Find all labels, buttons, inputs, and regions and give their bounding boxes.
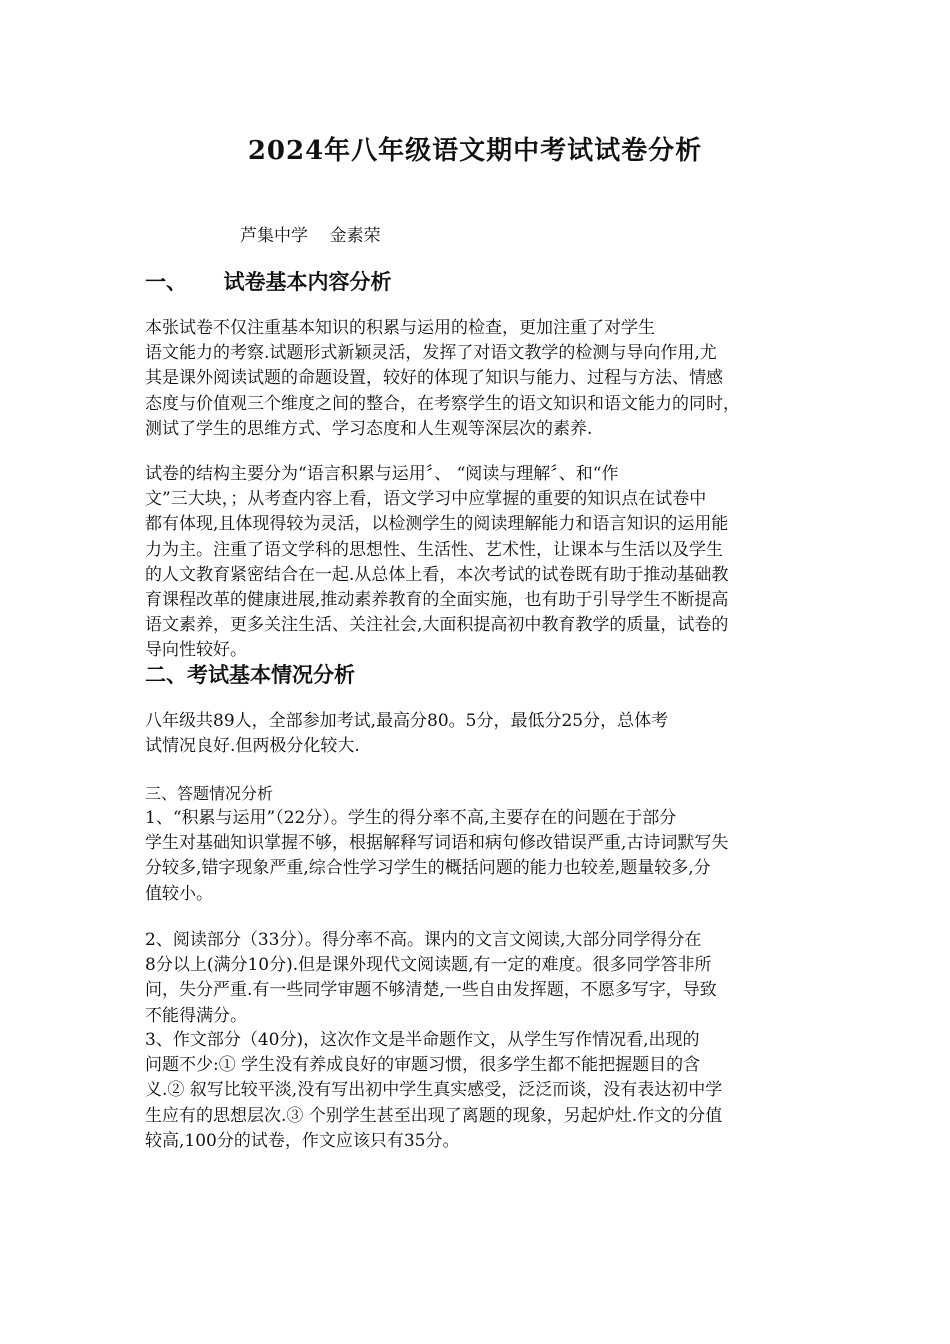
text-line: 力为主。注重了语文学科的思想性、生活性、艺术性，让课本与生活以及学生: [145, 539, 723, 560]
text-line: 导向性较好。: [145, 640, 247, 661]
text-line: 值较小。: [145, 883, 213, 904]
text-line: 问，失分严重.有一些同学审题不够清楚,一些自由发挥题，不愿多写字，导致: [145, 980, 717, 1001]
text-line: 试情况良好.但两极分化较大.: [145, 736, 360, 757]
section-3-item-1: [145, 806, 809, 907]
section-3-heading: 三、答题情况分析: [145, 784, 274, 803]
text-line: 不能得满分。: [145, 1005, 247, 1026]
text-line: 8分以上(满分10分).但是课外现代文阅读题,有一定的难度。很多同学答非所: [145, 955, 712, 976]
section-3-item-3: [145, 1028, 809, 1154]
text-line: 语文能力的考察.试题形式新颖灵活，发挥了对语文教学的检测与导向作用,尤: [145, 343, 717, 364]
text-line: 试卷的结构主要分为“语言积累与运用〞、 “阅读与理解〞、和“作: [145, 464, 619, 484]
text-line: 测试了学生的思维方式、学习态度和人生观等深层次的素养.: [145, 418, 593, 439]
text-line: 问题不少:① 学生没有养成良好的审题习惯，很多学生都不能把握题目的含: [145, 1055, 701, 1076]
section-1-paragraph-1: [145, 316, 809, 442]
section-1-heading: 一、 试卷基本内容分析: [145, 269, 392, 294]
text-line: 态度与价值观三个维度之间的整合，在考察学生的语文知识和语文能力的同时，: [145, 393, 740, 414]
section-2-paragraph: [145, 709, 809, 759]
text-line: 八年级共89人，全部参加考试,最高分80。5分，最低分25分，总体考: [145, 711, 669, 731]
text-line: 分较多,错字现象严重,综合性学习学生的概括问题的能力也较差,题量较多,分: [145, 858, 711, 879]
author-line: 芦集中学 金素荣: [240, 226, 381, 246]
text-line: 学生对基础知识掌握不够，根据解释写词语和病句修改错误严重,古诗词默写失: [145, 833, 729, 854]
text-line: 其是课外阅读试题的命题设置，较好的体现了知识与能力、过程与方法、情感: [145, 368, 723, 389]
section-2-heading: 二、考试基本情况分析: [145, 662, 355, 687]
section-1-paragraph-2: [145, 462, 809, 664]
section-3-item-2: [145, 928, 809, 1029]
text-line: 3、作文部分（40分)，这次作文是半命题作文，从学生写作情况看,出现的: [145, 1030, 700, 1050]
text-line: 本张试卷不仅注重基本知识的积累与运用的检查，更加注重了对学生: [145, 318, 655, 338]
text-line: 义.② 叙写比较平淡,没有写出初中学生真实感受，泛泛而谈，没有表达初中学: [145, 1080, 723, 1101]
text-line: 的人文教育紧密结合在一起.从总体上看，本次考试的试卷既有助于推动基础教: [145, 564, 729, 585]
text-line: 生应有的思想层次.③ 个别学生甚至出现了离题的现象，另起炉灶.作文的分值: [145, 1105, 723, 1126]
text-line: 1、“积累与运用”（22分）。学生的得分率不高,主要存在的问题在于部分: [145, 808, 677, 828]
text-line: 2、阅读部分（33分）。得分率不高。课内的文言文阅读,大部分同学得分在: [145, 930, 702, 950]
text-line: 育课程改革的健康进展,推动素养教育的全面实施，也有助于引导学生不断提高: [145, 589, 729, 610]
document-title: 2024年八年级语文期中考试试卷分析: [247, 136, 703, 166]
text-line: 较高,100分的试卷，作文应该只有35分。: [145, 1130, 460, 1151]
text-line: 文”三大块，；从考查内容上看，语文学习中应掌握的重要的知识点在试卷中: [145, 489, 707, 510]
text-line: 语文素养，更多关注生活、关注社会,大面积提高初中教育教学的质量，试卷的: [145, 615, 729, 636]
text-line: 都有体现,且体现得较为灵活，以检测学生的阅读理解能力和语言知识的运用能: [145, 514, 729, 535]
